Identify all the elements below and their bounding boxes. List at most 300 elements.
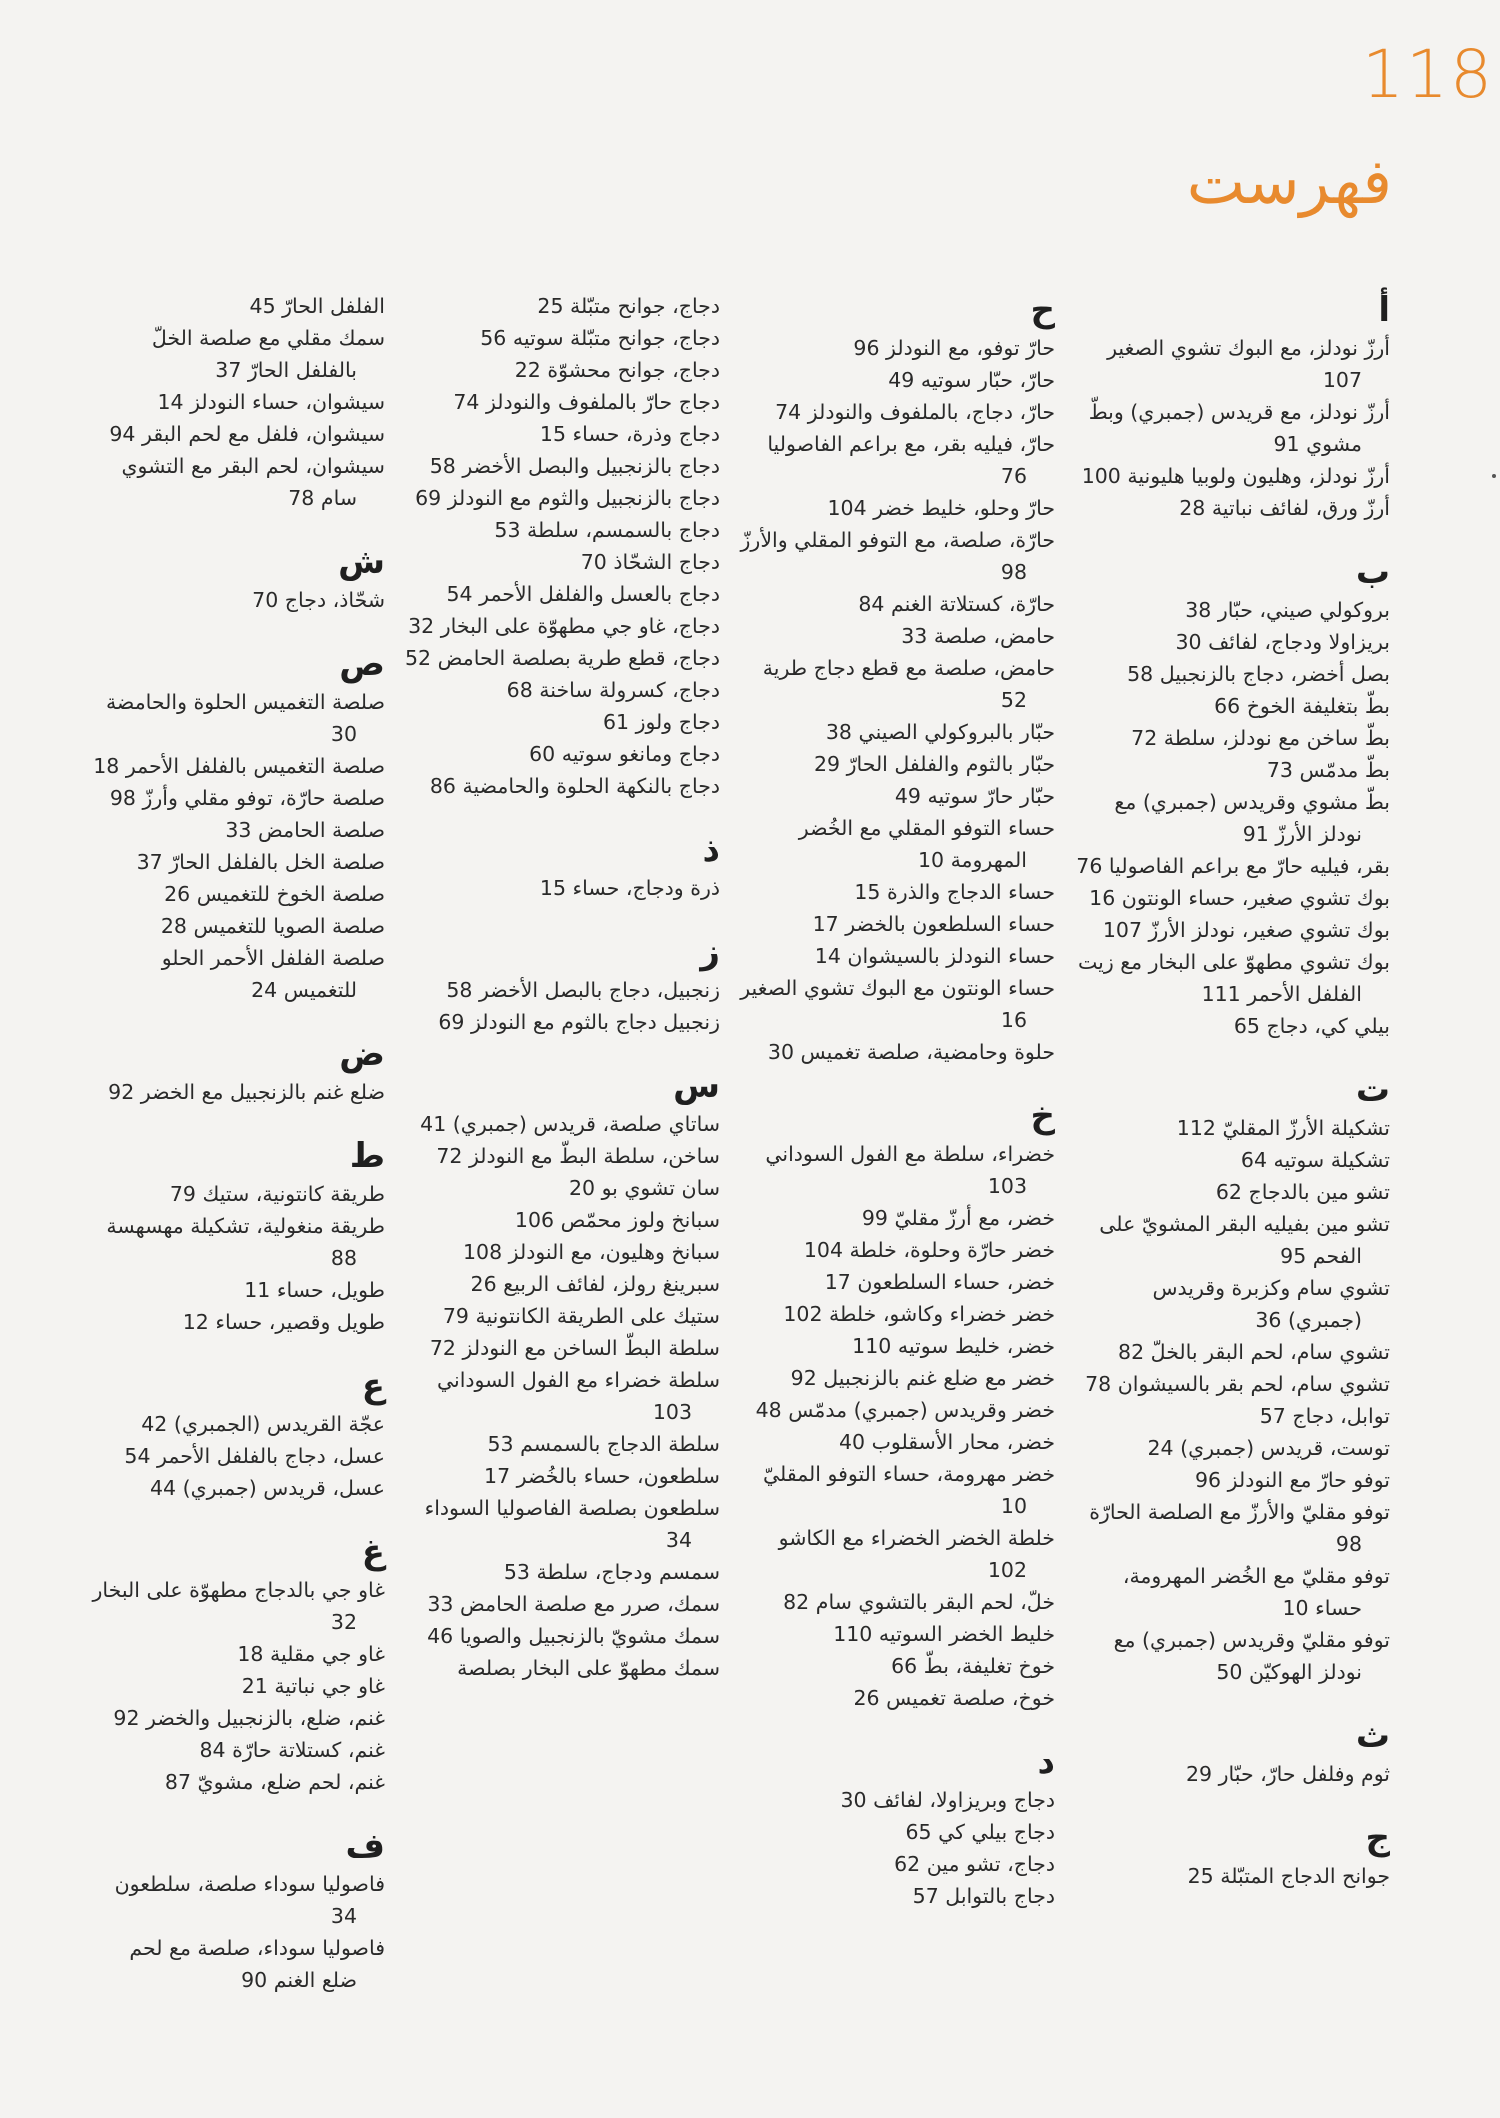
index-entry xyxy=(405,290,720,322)
entry-text: توست، قريدس (جمبري) xyxy=(1180,1436,1390,1460)
entry-text: دجاج، كسرولة ساخنة xyxy=(539,678,720,702)
margin-dot xyxy=(1492,474,1496,478)
entry-text: سمك، صرر مع صلصة الحامض xyxy=(460,1592,720,1616)
index-entry xyxy=(90,418,385,450)
index-section xyxy=(1075,1716,1390,1790)
entry-text: بطّ مدمّس xyxy=(1299,758,1390,782)
entry-page-number: 62 xyxy=(894,1852,921,1876)
section-letter: ط xyxy=(349,1136,385,1176)
index-entry xyxy=(405,706,720,738)
index-entry xyxy=(405,610,720,642)
entry-text: أرزّ نودلز، مع قريدس (جمبري) وبطّ مشوي xyxy=(1088,400,1390,456)
index-section xyxy=(740,1096,1055,1714)
index-entry xyxy=(1075,1758,1390,1790)
entry-page-number: 102 xyxy=(987,1558,1027,1582)
entry-text: خضر مهرومة، حساء التوفو المقليّ xyxy=(762,1462,1055,1486)
entry-page-number: 73 xyxy=(1266,758,1293,782)
index-entry xyxy=(405,418,720,450)
entry-page-number: 33 xyxy=(225,818,252,842)
entry-page-number: 104 xyxy=(827,496,867,520)
index-entry xyxy=(740,332,1055,364)
entry-page-number: 94 xyxy=(109,422,136,446)
entry-text: دجاج بيلي كي xyxy=(938,1820,1055,1844)
entry-text: دجاج حارّ بالملفوف والنودلز xyxy=(486,390,720,414)
index-column-3 xyxy=(405,290,720,1712)
entry-page-number: 52 xyxy=(1000,688,1027,712)
index-entry xyxy=(405,1556,720,1588)
entry-page-number: 56 xyxy=(480,326,507,350)
entry-page-number: 50 xyxy=(1216,1660,1243,1684)
entry-page-number: 110 xyxy=(852,1334,892,1358)
entry-page-number: 53 xyxy=(503,1560,530,1584)
entry-text: غاو جي بالدجاج مطهوّة على البخار xyxy=(92,1578,385,1602)
index-entry xyxy=(1075,332,1390,396)
index-entry xyxy=(405,1652,720,1684)
section-letter: ش xyxy=(338,542,385,582)
index-entry xyxy=(405,1588,720,1620)
index-entry xyxy=(90,1472,385,1504)
index-entry xyxy=(740,1848,1055,1880)
entry-page-number: 17 xyxy=(484,1464,511,1488)
entry-text: خلطة الخضر الخضراء مع الكاشو xyxy=(778,1526,1055,1550)
entry-text: سيشوان، فلفل مع لحم البقر xyxy=(142,422,385,446)
entry-text: غنم، كستلاتة حارّة xyxy=(232,1738,385,1762)
index-entry xyxy=(405,322,720,354)
entry-page-number: 25 xyxy=(537,294,564,318)
entry-text: سمك مشويّ بالزنجبيل والصويا xyxy=(459,1624,720,1648)
index-entry xyxy=(90,1766,385,1798)
entry-text: طريقة كانتونية، ستيك xyxy=(202,1182,385,1206)
entry-page-number: 26 xyxy=(853,1686,880,1710)
index-entry xyxy=(740,1618,1055,1650)
entry-text: دجاج بالعسل والفلفل الأحمر xyxy=(479,582,720,606)
entry-text: دجاج وبريزاولا، لفائف xyxy=(873,1788,1055,1812)
entry-text: بصل أخضر، دجاج بالزنجبيل xyxy=(1159,662,1390,686)
entry-page-number: 69 xyxy=(415,486,442,510)
index-entry xyxy=(1075,1560,1390,1624)
entry-page-number: 24 xyxy=(1147,1436,1174,1460)
entry-page-number: 102 xyxy=(783,1302,823,1326)
entry-page-number: 46 xyxy=(427,1624,454,1648)
page-title: فهرست xyxy=(1186,145,1392,218)
index-section xyxy=(1075,290,1390,524)
entry-text: حساء الدجاج والذرة xyxy=(887,880,1055,904)
index-entry xyxy=(740,428,1055,492)
entry-page-number: 30 xyxy=(840,1788,867,1812)
entry-text: طويل وقصير، حساء xyxy=(215,1310,385,1334)
entry-page-number: 30 xyxy=(1175,630,1202,654)
index-entry xyxy=(1075,1144,1390,1176)
entry-text: أرزّ نودلز، مع البوك تشوي الصغير xyxy=(1107,336,1390,360)
entry-page-number: 49 xyxy=(888,368,915,392)
index-entry xyxy=(1075,690,1390,722)
index-entry xyxy=(90,1210,385,1274)
entry-page-number: 21 xyxy=(241,1674,268,1698)
entry-page-number: 70 xyxy=(580,550,607,574)
entry-page-number: 103 xyxy=(987,1174,1027,1198)
entry-text: تشكيلة الأرزّ المقليّ xyxy=(1222,1116,1390,1140)
entry-page-number: 92 xyxy=(108,1080,135,1104)
index-entry xyxy=(90,1702,385,1734)
entry-page-number: 14 xyxy=(814,944,841,968)
index-entry xyxy=(1075,1496,1390,1560)
entry-text: صلصة التغميس بالفلفل الأحمر xyxy=(125,754,385,778)
entry-text: ساخن، سلطة البطّ مع النودلز xyxy=(468,1144,720,1168)
index-section xyxy=(405,1066,720,1684)
index-entry xyxy=(405,1620,720,1652)
entry-page-number: 53 xyxy=(494,518,521,542)
index-entry xyxy=(740,876,1055,908)
index-entry xyxy=(90,910,385,942)
entry-text: بقر، فيليه حارّ مع براعم الفاصوليا xyxy=(1108,854,1390,878)
entry-page-number: 22 xyxy=(514,358,541,382)
entry-page-number: 38 xyxy=(825,720,852,744)
index-entry xyxy=(1075,946,1390,1010)
entry-page-number: 78 xyxy=(288,486,315,510)
index-entry xyxy=(740,652,1055,716)
entry-text: ذرة ودجاج، حساء xyxy=(572,876,720,900)
index-entry xyxy=(1075,1464,1390,1496)
index-entry xyxy=(405,1172,720,1204)
entry-text: جوانح الدجاج المتبّلة xyxy=(1220,1864,1390,1888)
entry-text: خليط الخضر السوتيه xyxy=(878,1622,1055,1646)
section-letter: خ xyxy=(1030,1096,1055,1136)
section-letter: ذ xyxy=(702,830,720,870)
index-section xyxy=(740,290,1055,1068)
entry-page-number: 76 xyxy=(1076,854,1103,878)
index-entry xyxy=(740,1298,1055,1330)
section-letter: س xyxy=(673,1066,720,1106)
index-section xyxy=(405,932,720,1038)
section-letter: ب xyxy=(1355,552,1390,592)
entry-page-number: 34 xyxy=(665,1528,692,1552)
index-entry xyxy=(740,940,1055,972)
entry-page-number: 29 xyxy=(1186,1762,1213,1786)
entry-page-number: 92 xyxy=(113,1706,140,1730)
entry-page-number: 79 xyxy=(169,1182,196,1206)
entry-page-number: 78 xyxy=(1085,1372,1112,1396)
entry-text: سبرينغ رولز، لفائف الربيع xyxy=(503,1272,720,1296)
entry-page-number: 37 xyxy=(215,358,242,382)
index-entry xyxy=(1075,1860,1390,1892)
section-letter: ض xyxy=(339,1034,385,1074)
section-letter: ح xyxy=(1030,290,1055,330)
entry-page-number: 16 xyxy=(1000,1008,1027,1032)
entry-text: تشو مين بالدجاج xyxy=(1248,1180,1390,1204)
index-section xyxy=(1075,1070,1390,1688)
index-entry xyxy=(90,386,385,418)
index-entry xyxy=(740,1880,1055,1912)
entry-page-number: 98 xyxy=(1335,1532,1362,1556)
index-entry xyxy=(740,1522,1055,1586)
index-entry xyxy=(405,1268,720,1300)
index-entry xyxy=(405,482,720,514)
entry-page-number: 66 xyxy=(891,1654,918,1678)
index-entry xyxy=(90,290,385,322)
index-entry xyxy=(405,974,720,1006)
entry-page-number: 103 xyxy=(652,1400,692,1424)
index-entry xyxy=(90,1178,385,1210)
index-entry xyxy=(1075,1272,1390,1336)
entry-text: خضر، مع أرزّ مقليّ xyxy=(894,1206,1055,1230)
index-entry xyxy=(405,578,720,610)
index-entry xyxy=(740,1330,1055,1362)
entry-text: دجاج، قطع طرية بصلصة الحامض xyxy=(437,646,720,670)
entry-text: خضر مع ضلع غنم بالزنجبيل xyxy=(823,1366,1055,1390)
entry-text: دجاج، جوانح محشوّة xyxy=(547,358,720,382)
index-entry xyxy=(740,1816,1055,1848)
entry-page-number: 28 xyxy=(1179,496,1206,520)
entry-page-number: 90 xyxy=(241,1968,268,1992)
entry-text: زنجبيل، دجاج بالبصل الأخضر xyxy=(478,978,720,1002)
index-entry xyxy=(90,942,385,1006)
entry-page-number: 37 xyxy=(136,850,163,874)
index-section xyxy=(90,1136,385,1338)
index-entry xyxy=(1075,1624,1390,1688)
index-section xyxy=(90,1532,385,1798)
entry-text: حارّ، فيليه بقر، مع براعم الفاصوليا xyxy=(767,432,1055,456)
entry-page-number: 96 xyxy=(1195,1468,1222,1492)
entry-page-number: 32 xyxy=(330,1610,357,1634)
index-section xyxy=(90,542,385,616)
page-number: 118 xyxy=(1362,36,1494,113)
entry-page-number: 86 xyxy=(429,774,456,798)
index-entry xyxy=(1075,1432,1390,1464)
entry-page-number: 65 xyxy=(905,1820,932,1844)
index-entry xyxy=(740,1138,1055,1202)
entry-page-number: 68 xyxy=(506,678,533,702)
index-entry xyxy=(405,1300,720,1332)
index-entry xyxy=(1075,786,1390,850)
index-entry xyxy=(90,782,385,814)
entry-page-number: 16 xyxy=(1089,886,1116,910)
index-entry xyxy=(740,1586,1055,1618)
index-entry xyxy=(405,1006,720,1038)
index-section xyxy=(740,1742,1055,1912)
index-entry xyxy=(740,588,1055,620)
index-entry xyxy=(90,878,385,910)
index-entry xyxy=(405,1140,720,1172)
index-entry xyxy=(740,1784,1055,1816)
index-body xyxy=(90,290,1390,2000)
entry-page-number: 96 xyxy=(853,336,880,360)
entry-page-number: 91 xyxy=(1273,432,1300,456)
entry-page-number: 54 xyxy=(124,1444,151,1468)
entry-page-number: 10 xyxy=(1000,1494,1027,1518)
entry-text: تشوي سام وكزبرة وقريدس (جمبري) xyxy=(1152,1276,1390,1332)
entry-page-number: 98 xyxy=(1000,560,1027,584)
entry-page-number: 57 xyxy=(912,1884,939,1908)
entry-text: دجاج، غاو جي مطهوّة على البخار xyxy=(440,614,720,638)
index-entry xyxy=(740,1682,1055,1714)
entry-text: خوخ تغليفة، بطّ xyxy=(923,1654,1055,1678)
entry-page-number: 98 xyxy=(109,786,136,810)
entry-text: شحّاذ، دجاج xyxy=(284,588,385,612)
index-entry xyxy=(740,972,1055,1036)
entry-text: توفو مقليّ مع الخُضر المهرومة، حساء xyxy=(1122,1564,1390,1620)
entry-page-number: 106 xyxy=(514,1208,555,1232)
section-letter: ص xyxy=(339,644,385,684)
index-entry xyxy=(405,514,720,546)
entry-text: بوك تشوي مطهوّ على البخار مع زيت الفلفل الأحمر xyxy=(1078,950,1390,1006)
entry-text: عسل، قريدس (جمبري) xyxy=(182,1476,385,1500)
index-entry xyxy=(740,1202,1055,1234)
entry-page-number: 72 xyxy=(429,1336,456,1360)
index-entry xyxy=(1075,1176,1390,1208)
index-entry xyxy=(405,1204,720,1236)
entry-text: زنجبيل دجاج بالثوم مع النودلز xyxy=(470,1010,720,1034)
index-entry xyxy=(90,814,385,846)
entry-page-number: 36 xyxy=(1255,1308,1282,1332)
entry-page-number: 15 xyxy=(539,876,567,900)
entry-text: غاو جي مقلية xyxy=(270,1642,385,1666)
index-entry xyxy=(1075,1112,1390,1144)
index-entry xyxy=(90,1408,385,1440)
entry-text: سمك مطهوّ على البخار بصلصة xyxy=(457,1656,720,1680)
entry-page-number: 17 xyxy=(812,912,839,936)
entry-page-number: 87 xyxy=(164,1770,191,1794)
index-entry xyxy=(405,738,720,770)
section-letter: ز xyxy=(700,932,720,972)
entry-page-number: 84 xyxy=(858,592,885,616)
index-entry xyxy=(740,1458,1055,1522)
index-section xyxy=(1075,552,1390,1042)
entry-text: حامض، صلصة مع قطع دجاج طرية xyxy=(762,656,1055,680)
entry-page-number: 15 xyxy=(854,880,881,904)
index-entry xyxy=(405,1364,720,1428)
entry-text: سلطعون، حساء بالخُضر xyxy=(516,1464,720,1488)
entry-page-number: 33 xyxy=(427,1592,454,1616)
entry-text: تشو مين بفيليه البقر المشويّ على الفحم xyxy=(1099,1212,1390,1268)
index-entry xyxy=(1075,1010,1390,1042)
entry-text: تشكيلة سوتيه xyxy=(1273,1148,1390,1172)
entry-text: سمسم ودجاج، سلطة xyxy=(536,1560,720,1584)
entry-text: توفو مقليّ وقريدس (جمبري) مع نودلز الهوكيّن xyxy=(1113,1628,1390,1684)
entry-page-number: 48 xyxy=(755,1398,782,1422)
entry-text: خضراء، سلطة مع الفول السوداني xyxy=(765,1142,1055,1166)
entry-page-number: 18 xyxy=(237,1642,264,1666)
entry-page-number: 110 xyxy=(833,1622,873,1646)
entry-page-number: 57 xyxy=(1259,1404,1286,1428)
entry-text: حبّار بالثوم والفلفل الحارّ xyxy=(846,752,1055,776)
entry-text: صلصة الخل بالفلفل الحارّ xyxy=(169,850,385,874)
entry-page-number: 42 xyxy=(141,1412,168,1436)
index-entry xyxy=(740,716,1055,748)
section-letter: ت xyxy=(1355,1070,1390,1110)
index-entry xyxy=(90,1274,385,1306)
index-entry xyxy=(1075,626,1390,658)
entry-text: بوك تشوي صغير، حساء الونتون xyxy=(1121,886,1390,910)
index-column-2 xyxy=(740,290,1055,1940)
entry-text: أرزّ نودلز، وهليون ولوبيا هليونية xyxy=(1127,464,1390,488)
index-entry xyxy=(1075,1368,1390,1400)
entry-page-number: 95 xyxy=(1280,1244,1307,1268)
entry-text: تشوي سام، لحم بقر بالسيشوان xyxy=(1117,1372,1390,1396)
entry-text: الفلفل الحارّ xyxy=(282,294,385,318)
index-entry xyxy=(1075,882,1390,914)
entry-page-number: 30 xyxy=(767,1040,795,1064)
entry-text: حبّار بالبروكولي الصيني xyxy=(858,720,1055,744)
entry-text: بريزاولا ودجاج، لفائف xyxy=(1208,630,1390,654)
index-entry xyxy=(1075,492,1390,524)
entry-text: ساتاي صلصة، قريدس (جمبري) xyxy=(452,1112,720,1136)
section-letter: ث xyxy=(1355,1716,1390,1756)
index-entry xyxy=(90,846,385,878)
entry-text: توفو حارّ مع النودلز xyxy=(1227,1468,1390,1492)
index-section xyxy=(90,1034,385,1108)
entry-text: توابل، دجاج xyxy=(1292,1404,1390,1428)
entry-text: تشوي سام، لحم البقر بالخلّ xyxy=(1150,1340,1390,1364)
entry-page-number: 66 xyxy=(1214,694,1241,718)
index-entry xyxy=(90,584,385,616)
index-entry xyxy=(740,908,1055,940)
entry-text: خوخ، صلصة تغميس xyxy=(886,1686,1055,1710)
entry-page-number: 65 xyxy=(1233,1014,1260,1038)
entry-page-number: 70 xyxy=(252,588,279,612)
index-entry xyxy=(1075,722,1390,754)
entry-text: دجاج بالسمسم، سلطة xyxy=(527,518,720,542)
index-entry xyxy=(90,1734,385,1766)
index-entry xyxy=(405,386,720,418)
index-entry xyxy=(405,770,720,802)
entry-text: صلصة حارّة، توفو مقلي وأرزّ xyxy=(142,786,385,810)
section-letter: ج xyxy=(1365,1818,1390,1858)
section-letter: ع xyxy=(361,1366,385,1406)
entry-text: خضر حارّة وحلوة، خلطة xyxy=(849,1238,1055,1262)
index-entry xyxy=(90,1868,385,1932)
index-section xyxy=(90,1366,385,1504)
entry-text: عسل، دجاج بالفلفل الأحمر xyxy=(157,1444,385,1468)
entry-text: دجاج بالزنجبيل والثوم مع النودلز xyxy=(447,486,720,510)
entry-page-number: 54 xyxy=(446,582,473,606)
entry-page-number: 84 xyxy=(199,1738,226,1762)
entry-page-number: 74 xyxy=(453,390,480,414)
index-entry xyxy=(1075,396,1390,460)
entry-text: حساء النودلز بالسيشوان xyxy=(847,944,1055,968)
index-entry xyxy=(405,1492,720,1556)
entry-page-number: 38 xyxy=(1185,598,1212,622)
index-entry xyxy=(405,674,720,706)
entry-text: دجاج بالزنجبيل والبصل الأخضر xyxy=(462,454,720,478)
entry-text: حلوة وحامضية، صلصة تغميس xyxy=(800,1040,1055,1064)
entry-page-number: 20 xyxy=(568,1176,596,1200)
entry-text: حارّ، دجاج، بالملفوف والنودلز xyxy=(807,400,1055,424)
entry-text: خضر، محار الأسقلوب xyxy=(871,1430,1055,1454)
entry-text: حارّ وحلو، خليط خضر xyxy=(873,496,1055,520)
entry-page-number: 88 xyxy=(330,1246,357,1270)
entry-text: حارّة، كستلاتة الغنم xyxy=(890,592,1055,616)
index-section xyxy=(90,1826,385,1996)
index-entry xyxy=(90,1670,385,1702)
entry-text: سبانخ ولوز محمّص xyxy=(560,1208,720,1232)
entry-page-number: 44 xyxy=(150,1476,177,1500)
entry-text: فاصوليا سوداء، صلصة مع لحم ضلع الغنم xyxy=(129,1936,385,1992)
entry-page-number: 108 xyxy=(462,1240,503,1264)
entry-page-number: 26 xyxy=(470,1272,497,1296)
index-entry xyxy=(405,546,720,578)
entry-page-number: 45 xyxy=(249,294,276,318)
index-entry xyxy=(90,1932,385,1996)
entry-text: بطّ مشوي وقريدس (جمبري) مع نودلز الأرزّ xyxy=(1114,790,1390,846)
entry-text: خضر وقريدس (جمبري) مدمّس xyxy=(788,1398,1055,1422)
index-entry xyxy=(405,1236,720,1268)
index-entry xyxy=(1075,460,1390,492)
entry-page-number: 11 xyxy=(244,1278,271,1302)
index-entry xyxy=(405,1460,720,1492)
entry-page-number: 72 xyxy=(1131,726,1158,750)
index-entry xyxy=(740,492,1055,524)
entry-text: حساء التوفو المقلي مع الخُضر المهرومة xyxy=(798,816,1055,872)
